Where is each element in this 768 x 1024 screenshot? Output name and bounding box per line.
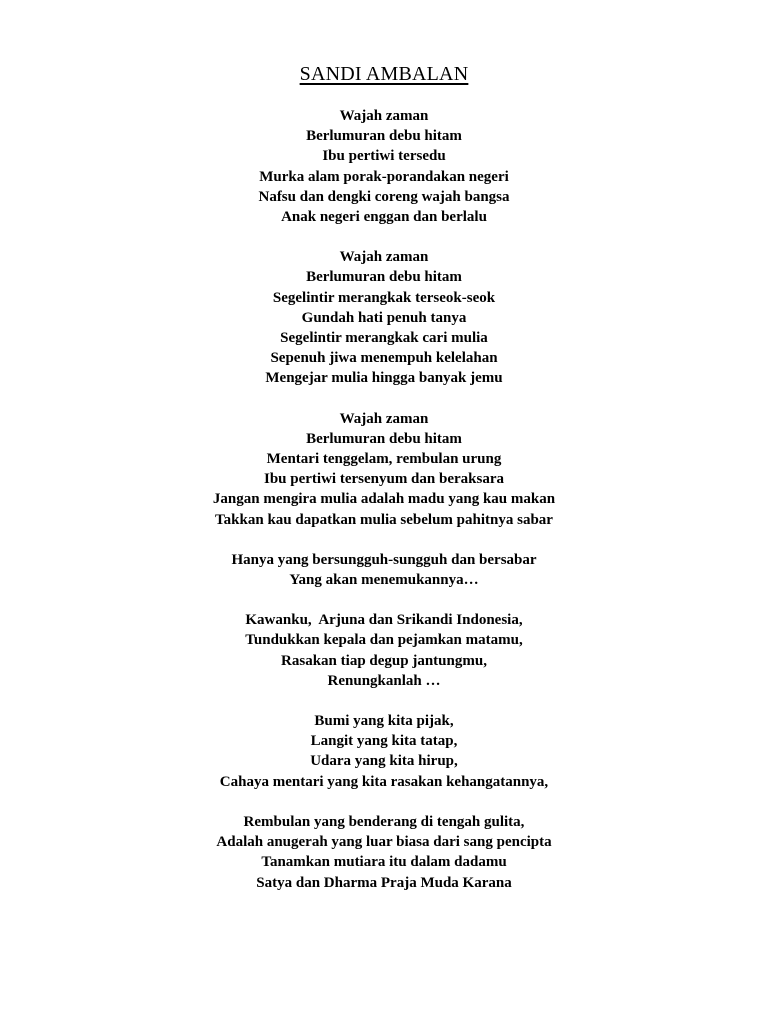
page-title: SANDI AMBALAN (299, 63, 469, 85)
poem-line: Mengejar mulia hingga banyak jemu (265, 370, 503, 387)
poem-line: Cahaya mentari yang kita rasakan kehangatannya, (219, 773, 549, 790)
stanza (0, 106, 768, 227)
poem-line: Jangan mengira mulia adalah madu yang kau makan (212, 491, 556, 508)
poem-line: Ibu pertiwi tersedu (322, 148, 446, 165)
poem-line: Segelintir merangkak terseok-seok (272, 289, 496, 306)
poem-line: Murka alam porak-porandakan negeri (259, 168, 509, 185)
poem-line: Nafsu dan dengki coreng wajah bangsa (258, 188, 510, 205)
stanza (0, 409, 768, 530)
poem-line: Takkan kau dapatkan mulia sebelum pahitnya sabar (215, 511, 553, 528)
poem-line: Wajah zaman (339, 249, 429, 266)
stanza (0, 550, 768, 590)
poem-line: Gundah hati penuh tanya (301, 309, 467, 326)
poem-line: Langit yang kita tatap, (310, 733, 458, 750)
stanza (0, 610, 768, 691)
poem-line: Anak negeri enggan dan berlalu (281, 209, 487, 226)
poem-line: Segelintir merangkak cari mulia (280, 330, 488, 347)
poem-line: Wajah zaman (339, 108, 429, 124)
poem-line: Rasakan tiap degup jantungmu, (281, 652, 487, 669)
poem-line: Tanamkan mutiara itu dalam dadamu (261, 854, 507, 871)
poem-line: Bumi yang kita pijak, (314, 713, 454, 730)
stanza (0, 247, 768, 388)
poem-line: Adalah anugerah yang luar biasa dari sang pencipta (216, 834, 552, 851)
poem-line: Kawanku, Arjuna dan Srikandi Indonesia, (245, 612, 523, 629)
poem-line: Mentari tenggelam, rembulan urung (266, 451, 502, 468)
poem-line: Berlumuran debu hitam (306, 430, 462, 447)
stanza (0, 711, 768, 792)
poem-line: Rembulan yang benderang di tengah gulita, (243, 813, 525, 830)
poem-line: Berlumuran debu hitam (306, 128, 462, 145)
poem-line: Udara yang kita hirup, (310, 753, 458, 770)
stanza (0, 812, 768, 893)
poem-line: Sepenuh jiwa menempuh kelelahan (270, 350, 498, 367)
poem-line: Tundukkan kepala dan pejamkan matamu, (245, 632, 523, 649)
poem-line: Ibu pertiwi tersenyum dan beraksara (263, 471, 504, 488)
poem-line: Wajah zaman (339, 410, 429, 427)
poem-line: Yang akan menemukannya… (289, 572, 479, 589)
poem-line: Berlumuran debu hitam (306, 269, 462, 286)
poem-line: Renungkanlah … (327, 672, 441, 689)
poem-body (0, 106, 768, 893)
poem-line: Satya dan Dharma Praja Muda Karana (256, 874, 512, 891)
poem-line: Hanya yang bersungguh-sungguh dan bersabar (231, 551, 537, 568)
